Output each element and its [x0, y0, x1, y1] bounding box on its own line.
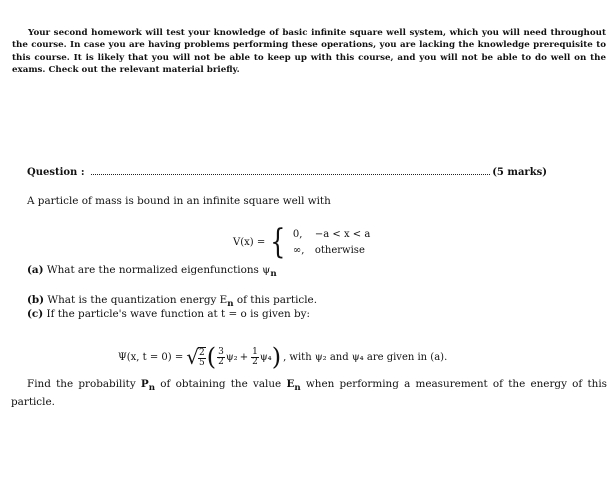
- final-p-subscript: n: [148, 383, 156, 394]
- c2-denominator: 2: [252, 356, 258, 367]
- psi-4: ψ₄: [259, 351, 272, 363]
- part-a-subscript: n: [270, 269, 277, 280]
- coefficient-1: [217, 348, 225, 367]
- right-paren: ): [271, 343, 282, 371]
- dotted-leader: [91, 173, 491, 175]
- c1-numerator: 3: [218, 346, 224, 357]
- part-b-text: What is the quantization energy E: [47, 294, 228, 306]
- part-b-subscript: n: [227, 299, 234, 310]
- sqrt-numerator: 2: [199, 347, 205, 358]
- question-header: [27, 166, 547, 180]
- question-marks: (5 marks): [492, 167, 547, 178]
- part-a: [27, 264, 277, 281]
- coefficient-2: [251, 348, 259, 367]
- case2-condition: otherwise: [314, 244, 365, 256]
- final-e: E: [286, 378, 295, 390]
- potential-lhs: V(x) =: [233, 236, 266, 248]
- part-c-label: (c): [27, 308, 44, 320]
- cases-brace: {: [270, 222, 286, 262]
- case2-value: ∞,: [292, 244, 305, 256]
- final-text-3: when performing a measurement of the energy of this particle.: [11, 378, 607, 409]
- left-paren: (: [206, 343, 217, 371]
- potential-cases: [293, 229, 370, 256]
- final-text-2: of obtaining the value: [155, 378, 287, 390]
- intro-paragraph: Your second homework will test your knowledge of basic infinite square well system, which you will need throughout the course. In case you are having problems performing these operations, you are lacking the knowledge prerequisite to this course. It is likely that you will not be able to keep up with this course, and you will not be able to do well on the exams. Check out the relevant material briefly.: [12, 28, 606, 76]
- sqrt-factor: [186, 347, 206, 368]
- c1-denominator: 2: [218, 356, 224, 367]
- wavefunction-note: , with ψ₂ and ψ₄ are given in (a).: [283, 351, 448, 363]
- question-statement: A particle of mass is bound in an infinite square well with: [27, 195, 331, 207]
- part-a-label: (a): [27, 264, 44, 276]
- final-e-subscript: n: [294, 383, 301, 394]
- part-c: [27, 308, 310, 321]
- sqrt-denominator: 5: [199, 357, 205, 368]
- wavefunction-lhs: Ψ(x, t = 0) =: [118, 351, 184, 363]
- potential-case-outside: [293, 245, 370, 256]
- final-question: [11, 377, 607, 409]
- radical-sign: √: [186, 345, 199, 369]
- part-b-tail: of this particle.: [236, 294, 318, 306]
- sqrt-fraction: [198, 347, 206, 368]
- final-p: P: [140, 378, 149, 390]
- wavefunction-equation: [118, 340, 447, 374]
- psi-2: ψ₂: [225, 351, 238, 363]
- c2-numerator: 1: [252, 346, 258, 357]
- part-b-label: (b): [27, 294, 45, 306]
- potential-equation: [233, 222, 370, 262]
- case1-value: 0,: [292, 228, 303, 240]
- final-text-1: Find the probability: [27, 378, 141, 390]
- potential-case-inside: [293, 229, 370, 240]
- question-label: Question :: [27, 167, 85, 178]
- plus-sign: +: [239, 351, 249, 363]
- part-a-text: What are the normalized eigenfunctions ψ: [46, 264, 271, 276]
- part-c-text: If the particle's wave function at t = o is given by:: [46, 308, 311, 320]
- case1-condition: −a < x < a: [314, 228, 371, 240]
